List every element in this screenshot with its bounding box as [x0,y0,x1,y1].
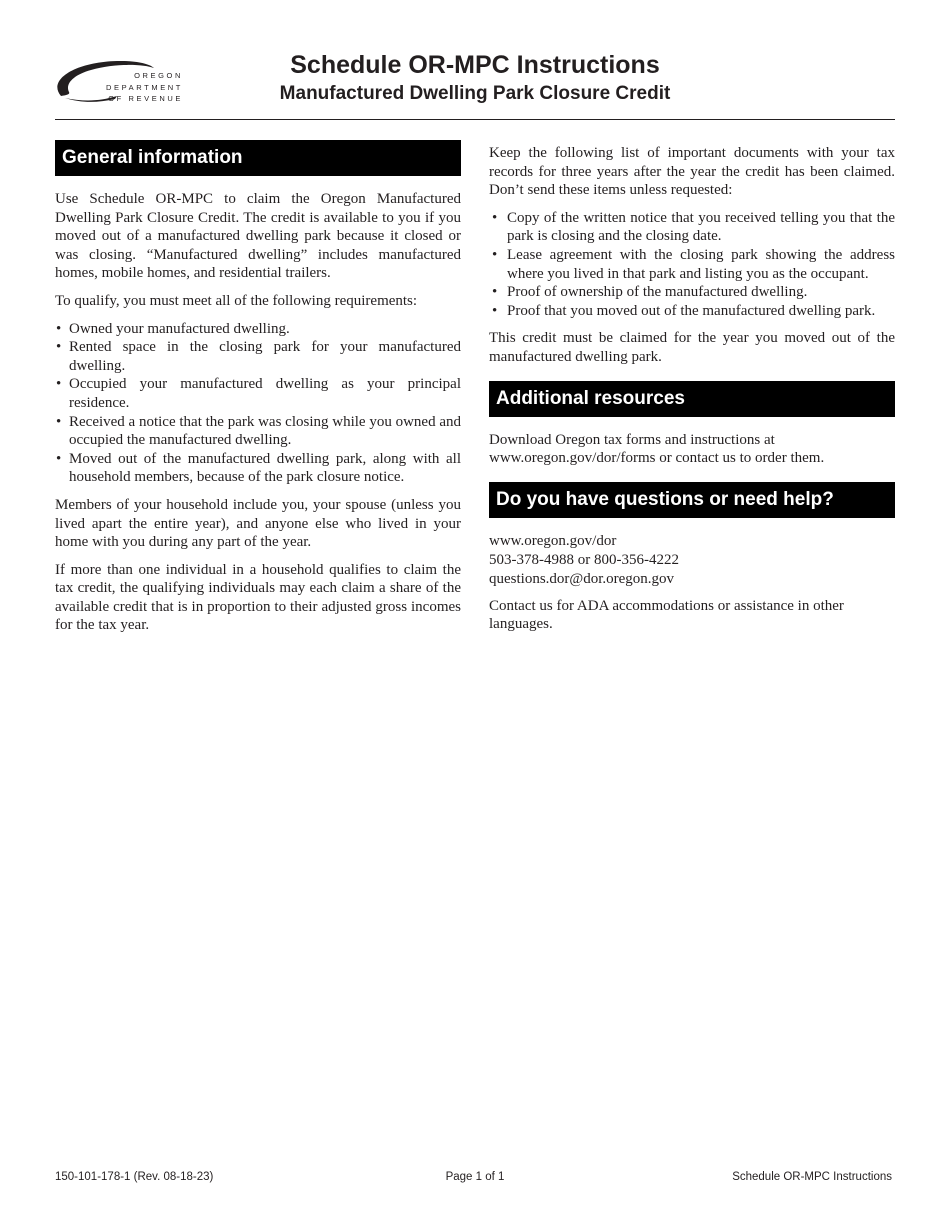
header-divider [55,119,895,120]
resources-text: Download Oregon tax forms and instructions at www.oregon.gov/dor/forms or contact us to order them. [489,431,825,467]
documents-list [489,209,895,321]
email-link[interactable]: questions.dor@dor.oregon.gov [489,570,675,587]
form-number: 150-101-178-1 (Rev. 08-18-23) [55,1171,214,1183]
page-subtitle: Manufactured Dwelling Park Closure Credit [279,83,671,104]
right-column [489,140,895,643]
list-item: • Occupied your manufactured dwelling as your principal residence. [55,375,461,412]
list-item: • Lease agreement with the closing park showing the address where you lived in that park and listing you as the occupant. [489,246,895,283]
requirements-list [55,320,461,487]
help-heading: Do you have questions or need help? [489,482,895,518]
footer-doc-title: Schedule OR-MPC Instructions [732,1171,892,1183]
logo-line-revenue: OF REVENUE [108,94,183,103]
claim-year: This credit must be claimed for the year you moved out of the manufactured dwelling park. [489,330,895,365]
agency-name [103,70,183,105]
page-title: Schedule OR-MPC Instructions [290,51,660,79]
list-item: • Received a notice that the park was closing while you owned and occupied the manufactured dwelling. [55,413,461,450]
list-item: • Copy of the written notice that you received telling you that the park is closing and the closing date. [489,209,895,246]
left-column [55,140,461,644]
logo-line-department: DEPARTMENT [106,82,183,92]
household-members: Members of your household include you, your spouse (unless you lived apart the entire year), and anyone else who lived in your home with you during any part of the year. [55,496,461,551]
contact-info [489,532,895,589]
credit-share: If more than one individual in a household qualifies to claim the tax credit, the qualifying individuals may each claim a share of the available credit that is in proportion to their adjusted gross incomes for the tax year. [55,561,461,634]
page-number: Page 1 of 1 [445,1171,505,1183]
records-intro: Keep the following list of important documents with your tax records for three years after the year the credit has been claimed. Don’t send these items unless requested: [489,145,895,199]
list-item: • Rented space in the closing park for your manufactured dwelling. [55,338,461,375]
phone-numbers: 503-378-4988 or 800-356-4222 [489,551,679,568]
list-item: • Owned your manufactured dwelling. [55,320,461,339]
qualify-intro: To qualify, you must meet all of the following requirements: [55,292,418,309]
general-information-heading: General information [55,140,461,176]
additional-resources-heading: Additional resources [489,381,895,417]
general-intro: Use Schedule OR-MPC to claim the Oregon Manufactured Dwelling Park Closure Credit. The credit is available to you if you moved out of a manufactured dwelling park because it closed or was closing. “Manufactured dwelling” includes manufactured homes, mobile homes, and residential trailers. [55,191,461,282]
website-link[interactable]: www.oregon.gov/dor [489,532,617,549]
list-item: • Moved out of the manufactured dwelling park, along with all household members, because of the park closure notice. [55,450,461,487]
ada-text: Contact us for ADA accommodations or assistance in other languages. [489,597,844,633]
logo-line-oregon: OREGON [134,71,183,80]
list-item: • Proof of ownership of the manufactured dwelling. [489,283,895,302]
list-item: • Proof that you moved out of the manufactured dwelling park. [489,302,895,321]
